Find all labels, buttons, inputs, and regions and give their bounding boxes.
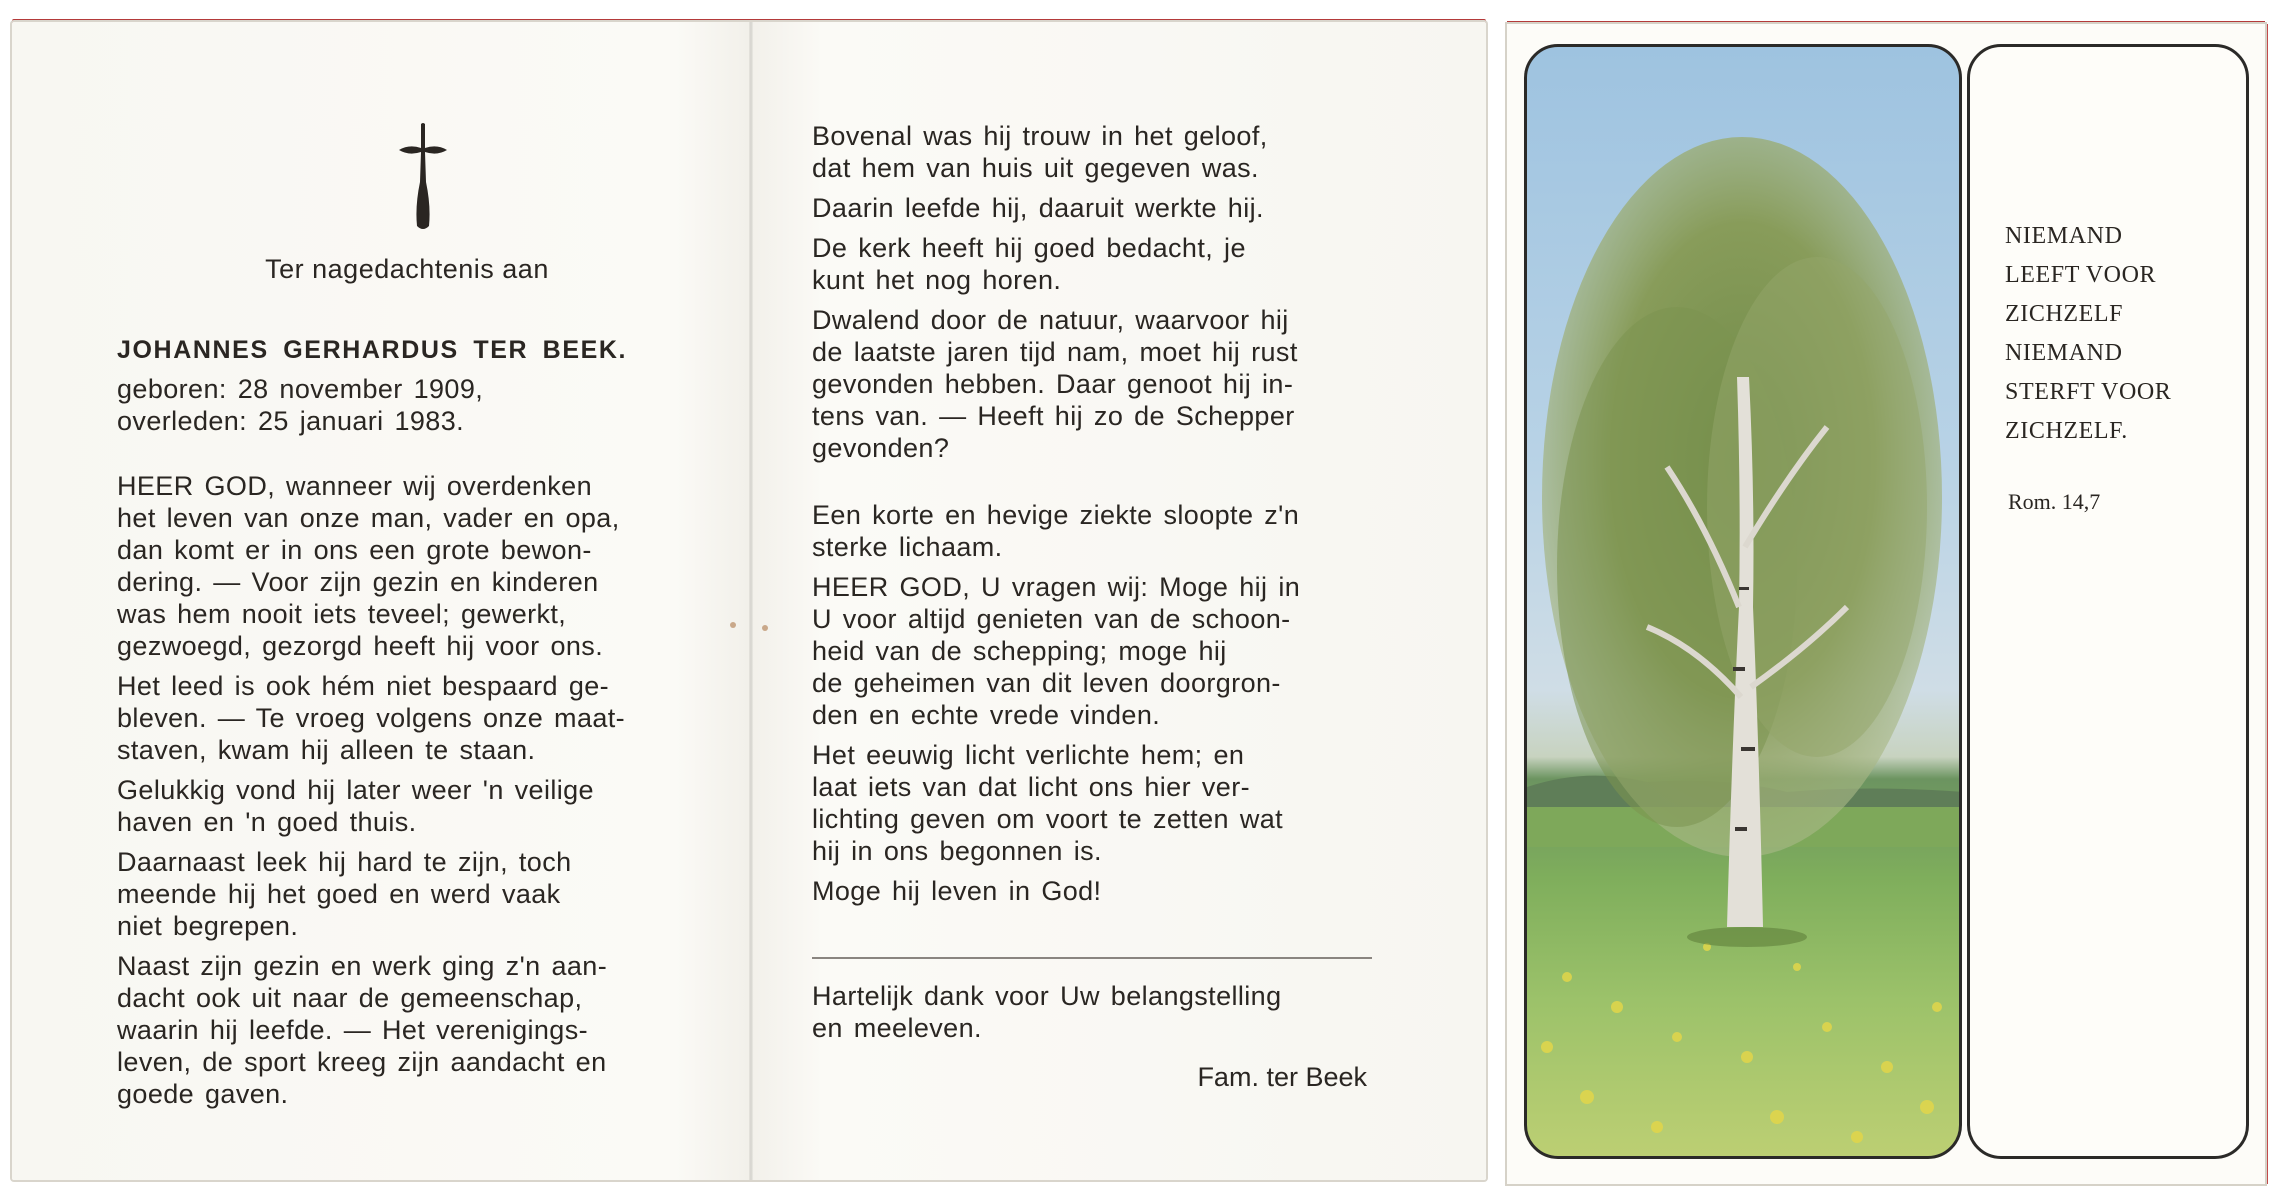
text-line: HEER GOD, wanneer wij overdenken: [117, 471, 592, 501]
text-line: De kerk heeft hij goed bedacht, je: [812, 233, 1246, 263]
prayer-text: [812, 499, 1300, 907]
text-line: sterke lichaam.: [812, 532, 1003, 562]
birch-tree-meadow-photo-icon: [1527, 47, 1962, 1159]
paragraph: [812, 499, 1300, 563]
paragraph: [812, 232, 1298, 296]
verse-reference: Rom. 14,7: [2008, 489, 2101, 514]
paragraph: [812, 192, 1298, 224]
text-line: Daarin leefde hij, daaruit werkte hij.: [812, 193, 1264, 223]
text-line: Daarnaast leek hij hard te zijn, toch: [117, 847, 572, 877]
text-line: was hem nooit iets teveel; gewerkt,: [117, 599, 567, 629]
text-line: leven, de sport kreeg zijn aandacht en: [117, 1047, 607, 1077]
text-line: Naast zijn gezin en werk ging z'n aan-: [117, 951, 608, 981]
text-line: tens van. — Heeft hij zo de Schepper: [812, 401, 1295, 431]
text-line: dering. — Voor zijn gezin en kinderen: [117, 567, 599, 597]
text-line: dat hem van huis uit gegeven was.: [812, 153, 1259, 183]
paragraph: [117, 470, 625, 662]
paragraph: [117, 846, 625, 942]
paragraph: [812, 571, 1300, 731]
right-page: [812, 22, 1392, 1180]
text-line: gevonden hebben. Daar genoot hij in-: [812, 369, 1294, 399]
divider-line: [812, 957, 1372, 959]
text-line: meende hij het goed en werd vaak: [117, 879, 561, 909]
thanks-text: Hartelijk dank voor Uw belangstelling en meeleven.: [812, 981, 1282, 1043]
text-line: laat iets van dat licht ons hier ver-: [812, 772, 1250, 802]
left-page: [117, 22, 697, 1180]
paragraph: [117, 670, 625, 766]
text-line: Het leed is ook hém niet bespaard ge-: [117, 671, 610, 701]
card-fold: [749, 22, 753, 1180]
text-line: Moge hij leven in God!: [812, 876, 1102, 906]
text-line: Gelukkig vond hij later weer 'n veilige: [117, 775, 594, 805]
intro-text: Ter nagedachtenis aan: [265, 254, 549, 284]
text-line: heid van de schepping; moge hij: [812, 636, 1227, 666]
text-line: het leven van onze man, vader en opa,: [117, 503, 620, 533]
tribute-text: [117, 470, 625, 1110]
memorial-card-inside: [12, 22, 1486, 1180]
text-line: den en echte vrede vinden.: [812, 700, 1161, 730]
text-line: de geheimen van dit leven doorgron-: [812, 668, 1281, 698]
death-date: overleden: 25 januari 1983.: [117, 406, 465, 436]
family-signature: Fam. ter Beek: [1197, 1062, 1367, 1092]
paragraph: [812, 875, 1300, 907]
text-line: bleven. — Te vroeg volgens onze maat-: [117, 703, 626, 733]
bible-verse: NIEMAND LEEFT VOOR ZICHZELF NIEMAND STERFT VOOR ZICHZELF.: [2005, 223, 2172, 444]
birch-tree-photo: [1524, 44, 1962, 1159]
verse-panel: [1967, 44, 2249, 1159]
text-line: U voor altijd genieten van de schoon-: [812, 604, 1291, 634]
text-line: HEER GOD, U vragen wij: Moge hij in: [812, 572, 1301, 602]
text-line: kunt het nog horen.: [812, 265, 1062, 295]
text-line: goede gaven.: [117, 1079, 289, 1109]
paragraph: [812, 304, 1298, 464]
memorial-card-front: [1507, 24, 2265, 1184]
paragraph: [117, 774, 625, 838]
text-line: niet begrepen.: [117, 911, 299, 941]
tribute-text-continued: [812, 120, 1298, 464]
paper-speck: [762, 625, 768, 631]
paragraph: [117, 950, 625, 1110]
text-line: gevonden?: [812, 433, 950, 463]
text-line: dacht ook uit naar de gemeenschap,: [117, 983, 583, 1013]
birth-date: geboren: 28 november 1909,: [117, 374, 484, 404]
text-line: Een korte en hevige ziekte sloopte z'n: [812, 500, 1300, 530]
deceased-name: JOHANNES GERHARDUS TER BEEK.: [117, 336, 628, 364]
text-line: de laatste jaren tijd nam, moet hij rust: [812, 337, 1298, 367]
text-line: gezwoegd, gezorgd heeft hij voor ons.: [117, 631, 604, 661]
text-line: Dwalend door de natuur, waarvoor hij: [812, 305, 1289, 335]
text-line: Het eeuwig licht verlichte hem; en: [812, 740, 1245, 770]
text-line: Bovenal was hij trouw in het geloof,: [812, 121, 1268, 151]
paper-speck: [730, 622, 736, 628]
text-line: haven en 'n goed thuis.: [117, 807, 417, 837]
cross-icon: [393, 122, 453, 232]
text-line: staven, kwam hij alleen te staan.: [117, 735, 536, 765]
paragraph: [812, 739, 1300, 867]
paragraph: [812, 120, 1298, 184]
text-line: waarin hij leefde. — Het verenigings-: [117, 1015, 589, 1045]
life-dates: [117, 373, 483, 437]
text-line: lichting geven om voort te zetten wat: [812, 804, 1284, 834]
text-line: dan komt er in ons een grote bewon-: [117, 535, 592, 565]
text-line: hij in ons begonnen is.: [812, 836, 1102, 866]
